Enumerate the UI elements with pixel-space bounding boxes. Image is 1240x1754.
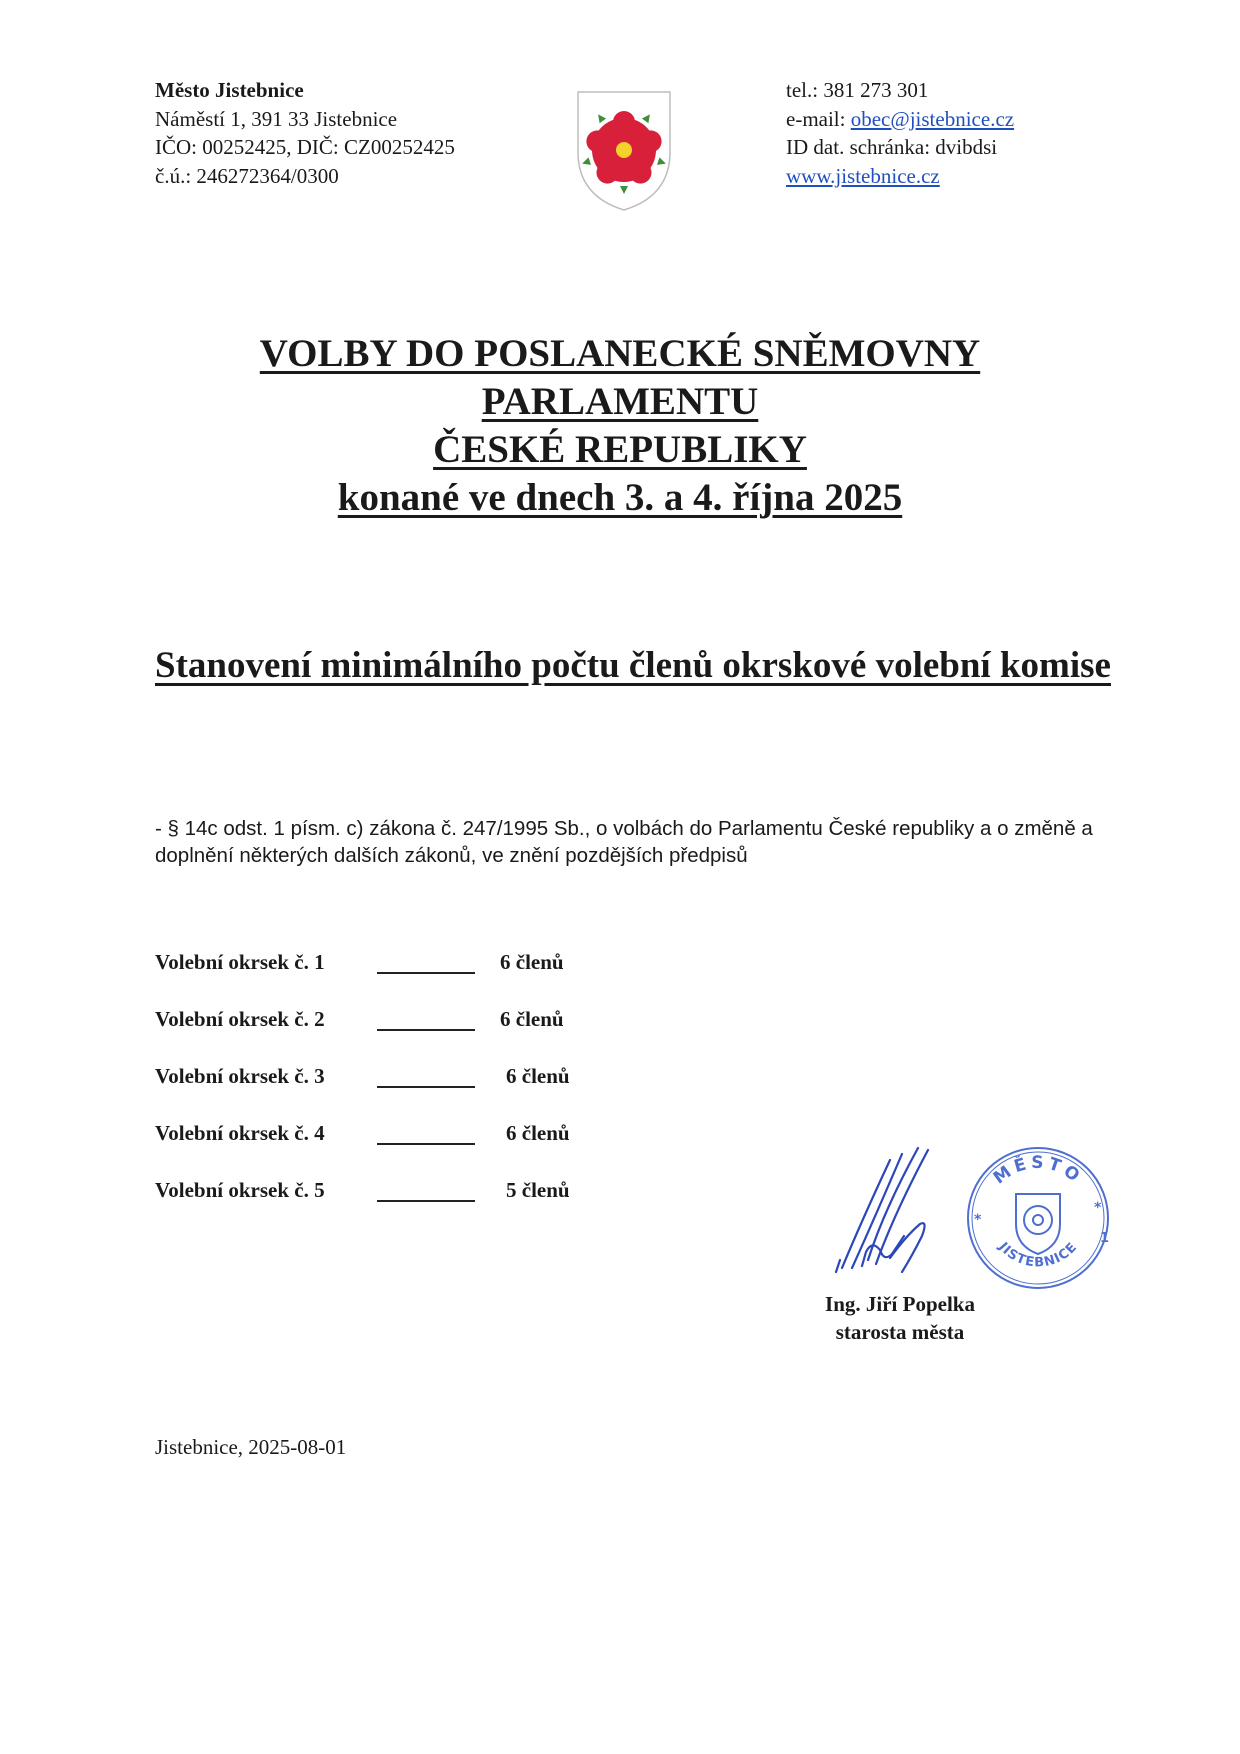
subtitle-text: Stanovení minimálního počtu členů okrskové volební komise: [155, 645, 1111, 686]
official-stamp-icon: [960, 1138, 1116, 1294]
place-date: Jistebnice, 2025-08-01: [155, 1435, 347, 1459]
district-row: [155, 1064, 595, 1094]
district-count: 6 členů: [506, 1064, 570, 1088]
signer-role: starosta města: [835, 1320, 965, 1344]
org-name: Město Jistebnice: [155, 78, 304, 102]
header-address-block: [155, 76, 455, 190]
document-subtitle: [155, 642, 1115, 690]
district-count: 6 členů: [500, 1007, 564, 1031]
stamp-top-text: MĚSTO: [989, 1152, 1087, 1189]
title-line-1: VOLBY DO POSLANECKÉ SNĚMOVNY: [259, 332, 981, 375]
district-count: 6 členů: [506, 1121, 570, 1145]
district-row: [155, 1121, 595, 1151]
district-underline: [377, 1143, 475, 1145]
coat-of-arms-icon: [572, 88, 676, 214]
phone: tel.: 381 273 301: [786, 78, 929, 102]
title-line-2: PARLAMENTU: [481, 380, 759, 423]
org-account: č.ú.: 246272364/0300: [155, 163, 339, 188]
signature-icon: [832, 1140, 972, 1280]
district-count: 6 členů: [500, 950, 564, 974]
district-label: Volební okrsek č. 2: [155, 1007, 325, 1031]
email-link[interactable]: obec@jistebnice.cz: [850, 106, 1015, 131]
title-line-3: ČESKÉ REPUBLIKY: [433, 428, 807, 471]
district-row: [155, 950, 595, 980]
district-label: Volební okrsek č. 4: [155, 1121, 325, 1145]
org-ids: IČO: 00252425, DIČ: CZ00252425: [155, 135, 455, 159]
district-count: 5 členů: [506, 1178, 570, 1202]
district-underline: [377, 1086, 475, 1088]
org-address: Náměstí 1, 391 33 Jistebnice: [155, 106, 398, 131]
district-label: Volební okrsek č. 5: [155, 1178, 325, 1202]
district-underline: [377, 1029, 475, 1031]
district-label: Volební okrsek č. 3: [155, 1064, 325, 1088]
email-line: e-mail: obec@jistebnice.cz: [786, 106, 1015, 131]
district-underline: [377, 1200, 475, 1202]
law-reference: - § 14c odst. 1 písm. c) zákona č. 247/1995 Sb., o volbách do Parlamentu České republiky a o změně a doplnění některých dalších zákonů, ve znění pozdějších předpisů: [155, 817, 1093, 867]
header-contact-block: [786, 76, 1014, 190]
web-link[interactable]: www.jistebnice.cz: [786, 163, 940, 188]
title-line-4: konané ve dnech 3. a 4. října 2025: [337, 476, 903, 519]
district-row: [155, 1007, 595, 1037]
svg-text:*: *: [1094, 1200, 1102, 1216]
stamp-number: 1: [1100, 1231, 1110, 1246]
district-row: [155, 1178, 595, 1208]
document-title: [0, 330, 1240, 522]
signer-name: Ing. Jiří Popelka: [825, 1292, 975, 1316]
district-underline: [377, 972, 475, 974]
stamp-bottom-text: JISTEBNICE: [995, 1239, 1081, 1271]
district-label: Volební okrsek č. 1: [155, 950, 325, 974]
signer-block: [780, 1290, 1020, 1346]
databox-id: ID dat. schránka: dvibdsi: [786, 135, 998, 159]
svg-text:*: *: [974, 1212, 982, 1228]
web-line: [786, 162, 1014, 191]
